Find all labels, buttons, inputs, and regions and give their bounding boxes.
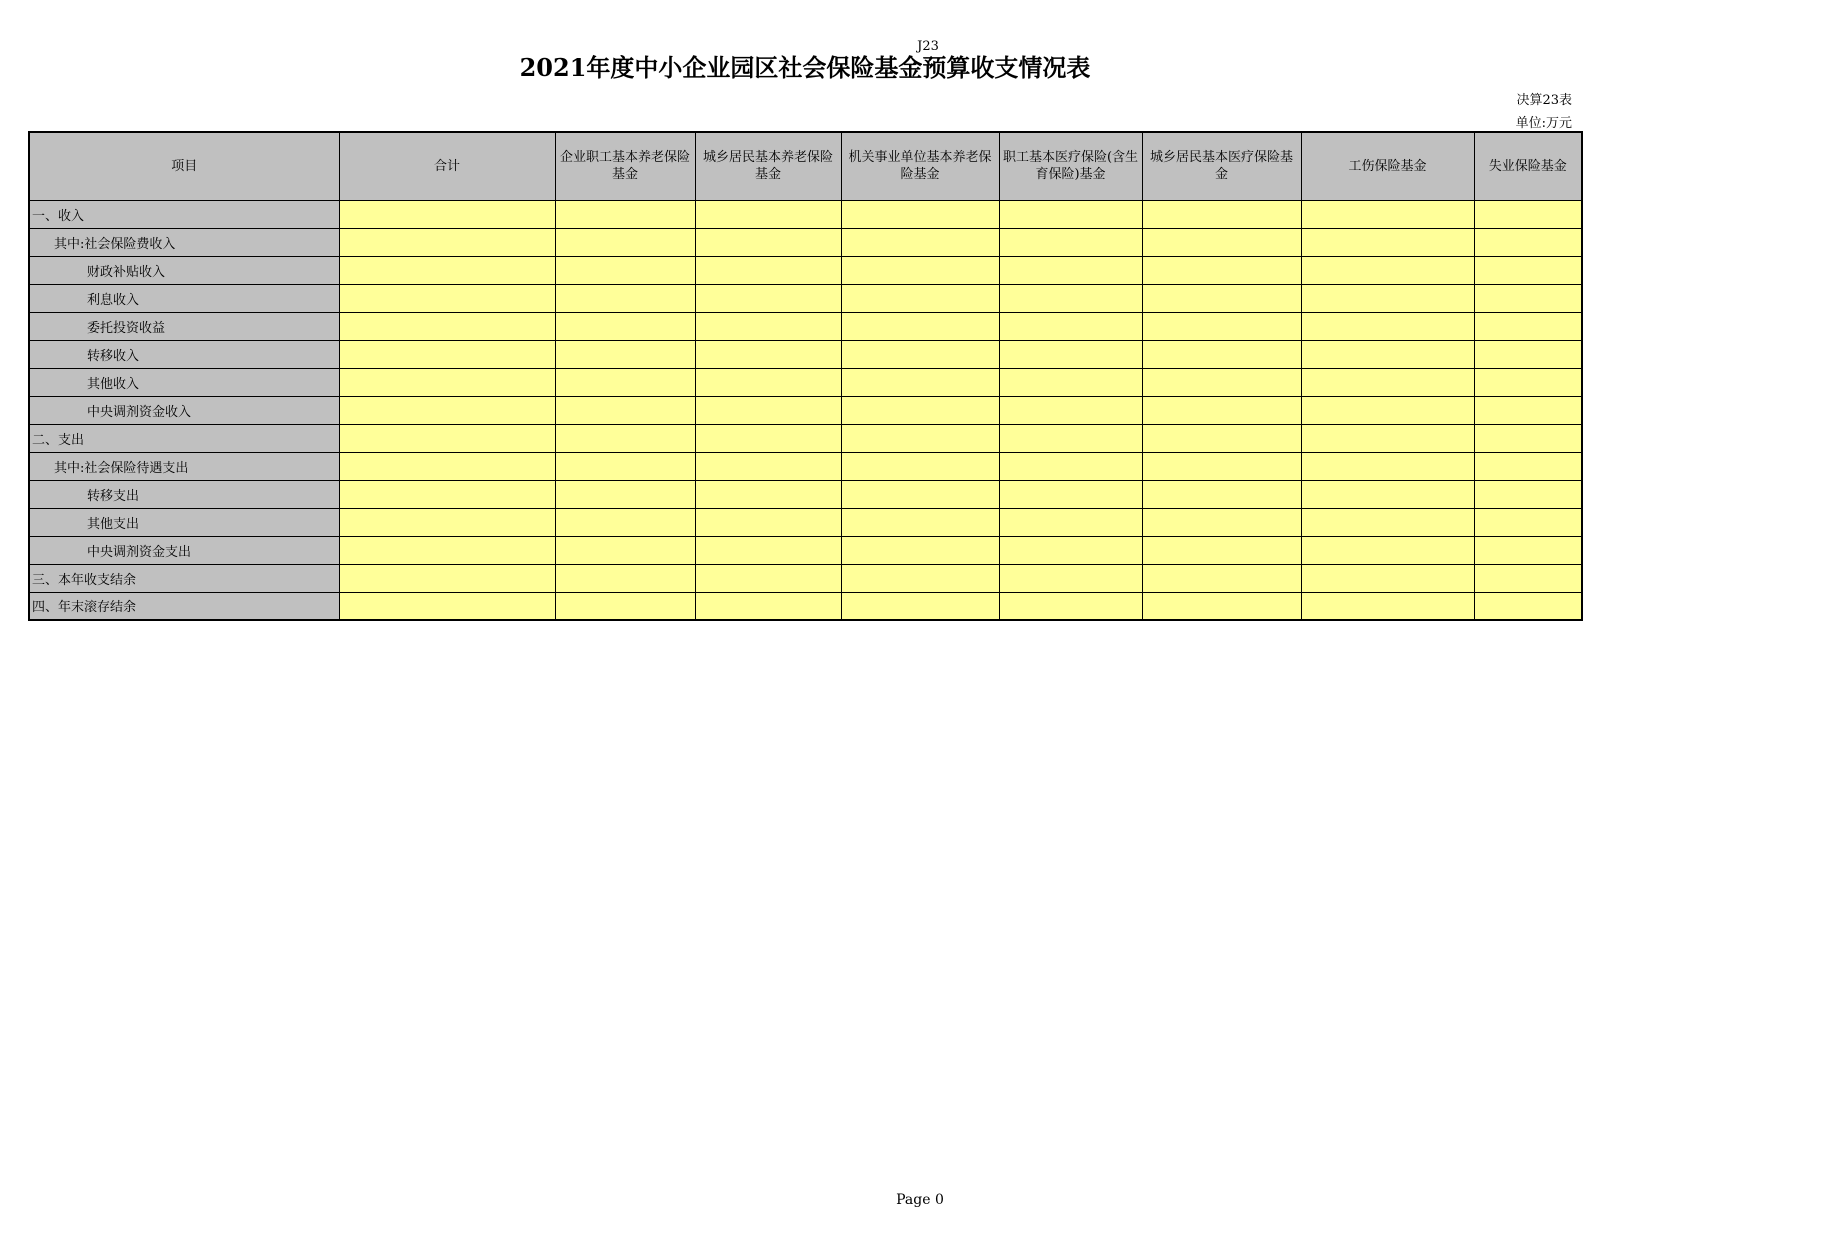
value-cell-institution_pension[interactable] xyxy=(841,480,999,508)
value-cell-employee_pension[interactable] xyxy=(555,340,695,368)
value-cell-resident_pension[interactable] xyxy=(695,536,841,564)
value-cell-injury[interactable] xyxy=(1301,256,1474,284)
value-cell-total[interactable] xyxy=(339,228,555,256)
value-cell-resident_medical[interactable] xyxy=(1142,508,1301,536)
value-cell-employee_pension[interactable] xyxy=(555,200,695,228)
value-cell-injury[interactable] xyxy=(1301,508,1474,536)
row-label: 委托投资收益 xyxy=(29,312,339,340)
value-cell-total[interactable] xyxy=(339,508,555,536)
value-cell-employee_pension[interactable] xyxy=(555,424,695,452)
value-cell-institution_pension[interactable] xyxy=(841,228,999,256)
value-cell-resident_pension[interactable] xyxy=(695,228,841,256)
value-cell-employee_pension[interactable] xyxy=(555,592,695,620)
row-label: 其中:社会保险待遇支出 xyxy=(29,452,339,480)
value-cell-resident_medical[interactable] xyxy=(1142,396,1301,424)
table-row xyxy=(29,592,1582,620)
col-header-institution-pension: 机关事业单位基本养老保险基金 xyxy=(841,132,999,200)
value-cell-total[interactable] xyxy=(339,312,555,340)
value-cell-unemployment[interactable] xyxy=(1474,368,1582,396)
col-header-employee-medical: 职工基本医疗保险(含生育保险)基金 xyxy=(999,132,1142,200)
value-cell-resident_medical[interactable] xyxy=(1142,340,1301,368)
row-label: 中央调剂资金支出 xyxy=(29,536,339,564)
header-row xyxy=(29,132,1582,200)
value-cell-unemployment[interactable] xyxy=(1474,340,1582,368)
value-cell-employee_medical[interactable] xyxy=(999,228,1142,256)
value-cell-resident_medical[interactable] xyxy=(1142,452,1301,480)
value-cell-total[interactable] xyxy=(339,256,555,284)
value-cell-resident_pension[interactable] xyxy=(695,368,841,396)
value-cell-resident_medical[interactable] xyxy=(1142,480,1301,508)
value-cell-institution_pension[interactable] xyxy=(841,396,999,424)
value-cell-total[interactable] xyxy=(339,396,555,424)
value-cell-total[interactable] xyxy=(339,536,555,564)
col-header-total: 合计 xyxy=(339,132,555,200)
value-cell-unemployment[interactable] xyxy=(1474,312,1582,340)
row-label: 四、年末滚存结余 xyxy=(29,592,339,620)
value-cell-resident_medical[interactable] xyxy=(1142,228,1301,256)
value-cell-employee_medical[interactable] xyxy=(999,396,1142,424)
value-cell-employee_pension[interactable] xyxy=(555,256,695,284)
value-cell-total[interactable] xyxy=(339,284,555,312)
value-cell-resident_pension[interactable] xyxy=(695,508,841,536)
value-cell-employee_pension[interactable] xyxy=(555,536,695,564)
value-cell-injury[interactable] xyxy=(1301,480,1474,508)
value-cell-institution_pension[interactable] xyxy=(841,452,999,480)
value-cell-unemployment[interactable] xyxy=(1474,592,1582,620)
value-cell-employee_medical[interactable] xyxy=(999,312,1142,340)
row-label: 转移支出 xyxy=(29,480,339,508)
value-cell-total[interactable] xyxy=(339,424,555,452)
value-cell-employee_pension[interactable] xyxy=(555,480,695,508)
row-label: 其他支出 xyxy=(29,508,339,536)
row-label: 转移收入 xyxy=(29,340,339,368)
value-cell-employee_medical[interactable] xyxy=(999,200,1142,228)
value-cell-institution_pension[interactable] xyxy=(841,284,999,312)
value-cell-resident_medical[interactable] xyxy=(1142,592,1301,620)
value-cell-resident_medical[interactable] xyxy=(1142,424,1301,452)
value-cell-employee_pension[interactable] xyxy=(555,564,695,592)
col-header-employee-pension: 企业职工基本养老保险基金 xyxy=(555,132,695,200)
value-cell-resident_pension[interactable] xyxy=(695,396,841,424)
value-cell-unemployment[interactable] xyxy=(1474,508,1582,536)
value-cell-employee_medical[interactable] xyxy=(999,256,1142,284)
col-header-resident-pension: 城乡居民基本养老保险基金 xyxy=(695,132,841,200)
table-row xyxy=(29,508,1582,536)
value-cell-injury[interactable] xyxy=(1301,312,1474,340)
row-label: 其他收入 xyxy=(29,368,339,396)
value-cell-resident_pension[interactable] xyxy=(695,340,841,368)
value-cell-employee_pension[interactable] xyxy=(555,508,695,536)
value-cell-resident_pension[interactable] xyxy=(695,564,841,592)
value-cell-employee_pension[interactable] xyxy=(555,368,695,396)
value-cell-unemployment[interactable] xyxy=(1474,228,1582,256)
page-footer: Page 0 xyxy=(896,1192,944,1208)
value-cell-injury[interactable] xyxy=(1301,200,1474,228)
row-label: 三、本年收支结余 xyxy=(29,564,339,592)
value-cell-total[interactable] xyxy=(339,200,555,228)
value-cell-resident_pension[interactable] xyxy=(695,200,841,228)
value-cell-institution_pension[interactable] xyxy=(841,340,999,368)
value-cell-employee_medical[interactable] xyxy=(999,480,1142,508)
value-cell-institution_pension[interactable] xyxy=(841,256,999,284)
value-cell-employee_medical[interactable] xyxy=(999,592,1142,620)
value-cell-resident_medical[interactable] xyxy=(1142,284,1301,312)
table-row xyxy=(29,480,1582,508)
value-cell-institution_pension[interactable] xyxy=(841,424,999,452)
value-cell-injury[interactable] xyxy=(1301,564,1474,592)
table-row xyxy=(29,228,1582,256)
row-label: 利息收入 xyxy=(29,284,339,312)
value-cell-unemployment[interactable] xyxy=(1474,200,1582,228)
value-cell-unemployment[interactable] xyxy=(1474,424,1582,452)
value-cell-injury[interactable] xyxy=(1301,536,1474,564)
col-header-unemployment: 失业保险基金 xyxy=(1474,132,1582,200)
value-cell-resident_medical[interactable] xyxy=(1142,536,1301,564)
value-cell-resident_medical[interactable] xyxy=(1142,368,1301,396)
table-row xyxy=(29,564,1582,592)
table-row xyxy=(29,536,1582,564)
unit-label: 单位:万元 xyxy=(1515,116,1572,131)
value-cell-total[interactable] xyxy=(339,480,555,508)
value-cell-total[interactable] xyxy=(339,592,555,620)
col-header-resident-medical: 城乡居民基本医疗保险基金 xyxy=(1142,132,1301,200)
value-cell-resident_pension[interactable] xyxy=(695,480,841,508)
table-code: 决算23表 xyxy=(1516,93,1572,108)
value-cell-resident_medical[interactable] xyxy=(1142,256,1301,284)
value-cell-employee_medical[interactable] xyxy=(999,424,1142,452)
value-cell-employee_pension[interactable] xyxy=(555,452,695,480)
value-cell-resident_medical[interactable] xyxy=(1142,312,1301,340)
table-body xyxy=(29,200,1582,620)
value-cell-employee_pension[interactable] xyxy=(555,396,695,424)
value-cell-institution_pension[interactable] xyxy=(841,508,999,536)
value-cell-total[interactable] xyxy=(339,340,555,368)
table-row xyxy=(29,452,1582,480)
value-cell-institution_pension[interactable] xyxy=(841,368,999,396)
value-cell-unemployment[interactable] xyxy=(1474,536,1582,564)
value-cell-employee_medical[interactable] xyxy=(999,536,1142,564)
value-cell-resident_pension[interactable] xyxy=(695,312,841,340)
value-cell-institution_pension[interactable] xyxy=(841,200,999,228)
row-label: 二、支出 xyxy=(29,424,339,452)
value-cell-unemployment[interactable] xyxy=(1474,284,1582,312)
value-cell-total[interactable] xyxy=(339,564,555,592)
value-cell-employee_pension[interactable] xyxy=(555,284,695,312)
value-cell-unemployment[interactable] xyxy=(1474,396,1582,424)
value-cell-injury[interactable] xyxy=(1301,592,1474,620)
value-cell-unemployment[interactable] xyxy=(1474,564,1582,592)
table-row xyxy=(29,424,1582,452)
row-label: 一、收入 xyxy=(29,200,339,228)
table-row xyxy=(29,396,1582,424)
value-cell-resident_pension[interactable] xyxy=(695,256,841,284)
table-row xyxy=(29,340,1582,368)
value-cell-employee_medical[interactable] xyxy=(999,284,1142,312)
value-cell-injury[interactable] xyxy=(1301,424,1474,452)
row-label: 财政补贴收入 xyxy=(29,256,339,284)
value-cell-employee_medical[interactable] xyxy=(999,508,1142,536)
value-cell-resident_medical[interactable] xyxy=(1142,564,1301,592)
value-cell-unemployment[interactable] xyxy=(1474,256,1582,284)
value-cell-employee_pension[interactable] xyxy=(555,312,695,340)
value-cell-institution_pension[interactable] xyxy=(841,312,999,340)
value-cell-injury[interactable] xyxy=(1301,368,1474,396)
value-cell-total[interactable] xyxy=(339,452,555,480)
value-cell-total[interactable] xyxy=(339,368,555,396)
value-cell-injury[interactable] xyxy=(1301,452,1474,480)
table-row xyxy=(29,284,1582,312)
value-cell-injury[interactable] xyxy=(1301,284,1474,312)
table-row xyxy=(29,256,1582,284)
table-row xyxy=(29,200,1582,228)
value-cell-institution_pension[interactable] xyxy=(841,564,999,592)
col-header-injury: 工伤保险基金 xyxy=(1301,132,1474,200)
value-cell-employee_medical[interactable] xyxy=(999,564,1142,592)
page-title: 2021年度中小企业园区社会保险基金预算收支情况表 xyxy=(519,53,1091,82)
value-cell-employee_pension[interactable] xyxy=(555,228,695,256)
value-cell-employee_medical[interactable] xyxy=(999,452,1142,480)
value-cell-injury[interactable] xyxy=(1301,340,1474,368)
row-label: 其中:社会保险费收入 xyxy=(29,228,339,256)
value-cell-unemployment[interactable] xyxy=(1474,480,1582,508)
value-cell-resident_pension[interactable] xyxy=(695,284,841,312)
value-cell-resident_pension[interactable] xyxy=(695,452,841,480)
value-cell-unemployment[interactable] xyxy=(1474,452,1582,480)
col-header-item: 项目 xyxy=(29,132,339,200)
value-cell-resident_pension[interactable] xyxy=(695,424,841,452)
value-cell-institution_pension[interactable] xyxy=(841,592,999,620)
value-cell-institution_pension[interactable] xyxy=(841,536,999,564)
row-label: 中央调剂资金收入 xyxy=(29,396,339,424)
fund-table xyxy=(28,131,1583,621)
value-cell-injury[interactable] xyxy=(1301,396,1474,424)
value-cell-injury[interactable] xyxy=(1301,228,1474,256)
sheet-marker: J23 xyxy=(917,39,939,54)
value-cell-employee_medical[interactable] xyxy=(999,368,1142,396)
value-cell-resident_pension[interactable] xyxy=(695,592,841,620)
value-cell-resident_medical[interactable] xyxy=(1142,200,1301,228)
table-row xyxy=(29,368,1582,396)
value-cell-employee_medical[interactable] xyxy=(999,340,1142,368)
table-row xyxy=(29,312,1582,340)
